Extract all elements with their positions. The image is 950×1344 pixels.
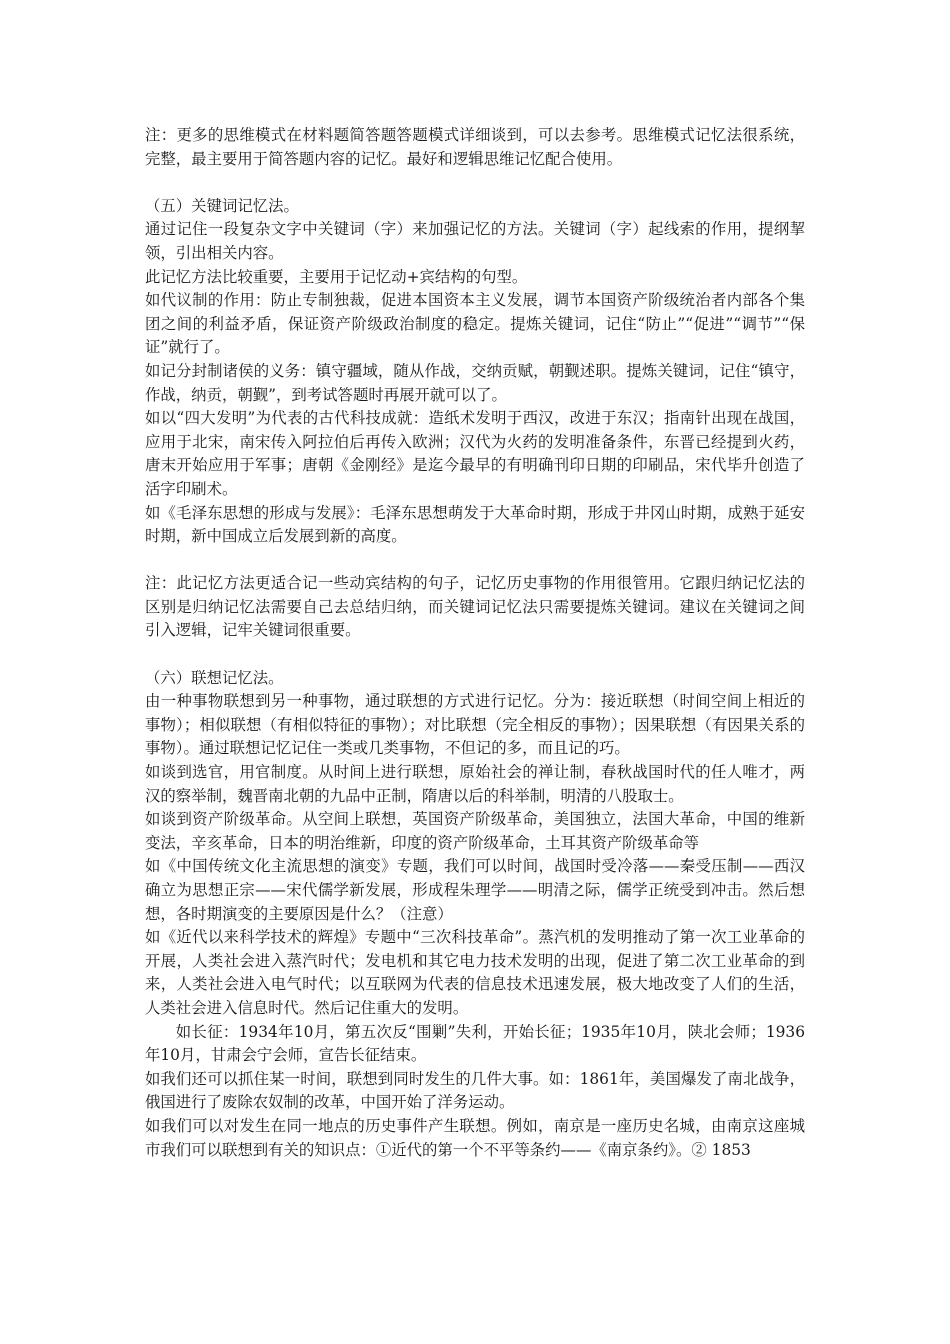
paragraph: 此记忆方法比较重要，主要用于记忆动+宾结构的句型。 xyxy=(145,267,528,286)
paragraph: 由一种事物联想到另一种事物，通过联想的方式进行记忆。分为：接近联想（时间空间上相近的事物）；相似联想（有相似特征的事物）；对比联想（完全相反的事物）；因果联想（有因果关系的事物）。通过联想记忆记住一类或几类事物，不但记的多，而且记的巧。 xyxy=(145,692,805,758)
blank-line xyxy=(145,171,805,195)
paragraph-indented: 如长征：1934年10月，第五次反“围剿”失利，开始长征；1935年10月，陕北会师；1936年10月，甘肃会宁会师，宣告长征结束。 xyxy=(145,1022,805,1065)
paragraph: 如《毛泽东思想的形成与发展》：毛泽东思想萌发于大革命时期，形成于井冈山时期，成熟于延安时期，新中国成立后发展到新的高度。 xyxy=(145,503,805,546)
paragraph: 如记分封制诸侯的义务：镇守疆域，随从作战，交纳贡赋，朝觐述职。提炼关键词，记住“镇守，作战，纳贡，朝觐”，到考试答题时再展开就可以了。 xyxy=(145,361,805,404)
paragraph: 如代议制的作用：防止专制独裁，促进本国资本主义发展，调节本国资产阶级统治者内部各个集团之间的利益矛盾，保证资产阶级政治制度的稳定。提炼关键词，记住“防止”“促进”“调节”“保证”就行了。 xyxy=(145,291,805,357)
paragraph: 如我们可以对发生在同一地点的历史事件产生联想。例如，南京是一座历史名城，由南京这座城市我们可以联想到有关的知识点：①近代的第一个不平等条约——《南京条约》。② 1853 xyxy=(145,1116,805,1159)
blank-line xyxy=(145,643,805,667)
paragraph: 如谈到资产阶级革命。从空间上联想，英国资产阶级革命，美国独立，法国大革命，中国的维新变法，辛亥革命，日本的明治维新，印度的资产阶级革命，土耳其资产阶级革命等 xyxy=(145,810,805,852)
paragraph-note-thinking-mode: 注：更多的思维模式在材料题简答题答题模式详细谈到，可以去参考。思维模式记忆法很系统，完整，最主要用于简答题内容的记忆。最好和逻辑思维记忆配合使用。 xyxy=(145,126,805,168)
section-heading-keyword-method: （五）关键词记忆法。 xyxy=(145,196,299,215)
document-body xyxy=(145,124,805,1162)
section-heading-association-method: （六）联想记忆法。 xyxy=(145,668,284,687)
blank-line xyxy=(145,549,805,573)
paragraph: 如以“四大发明”为代表的古代科技成就：造纸术发明于西汉，改进于东汉；指南针出现在战国，应用于北宋，南宋传入阿拉伯后再传入欧洲；汉代为火药的发明准备条件，东晋已经提到火药，唐末开始应用于军事；唐朝《金刚经》是迄今最早的有明确刊印日期的印刷品，宋代毕升创造了活字印刷术。 xyxy=(145,409,805,498)
paragraph: 如《中国传统文化主流思想的演变》专题，我们可以时间，战国时受冷落——秦受压制——西汉确立为思想正宗——宋代儒学新发展，形成程朱理学——明清之际，儒学正统受到冲击。然后想想，各时期演变的主要原因是什么？（注意） xyxy=(145,857,805,923)
paragraph: 如我们还可以抓住某一时间，联想到同时发生的几件大事。如：1861年，美国爆发了南北战争，俄国进行了废除农奴制的改革，中国开始了洋务运动。 xyxy=(145,1069,805,1112)
paragraph: 如谈到选官，用官制度。从时间上进行联想，原始社会的禅让制，春秋战国时代的任人唯才，两汉的察举制，魏晋南北朝的九品中正制，隋唐以后的科举制，明清的八股取士。 xyxy=(145,763,805,805)
paragraph: 如《近代以来科学技术的辉煌》专题中“三次科技革命”。蒸汽机的发明推动了第一次工业革命的开展，人类社会进入蒸汽时代；发电机和其它电力技术发明的出现，促进了第二次工业革命的到来，人类社会进入电气时代；以互联网为代表的信息技术迅速发展，极大地改变了人们的生活，人类社会进入信息时代。然后记住重大的发明。 xyxy=(145,928,805,1017)
paragraph-note-keyword-method: 注：此记忆方法更适合记一些动宾结构的句子，记忆历史事物的作用很管用。它跟归纳记忆法的区别是归纳记忆法需要自己去总结归纳，而关键词记忆法只需要提炼关键词。建议在关键词之间引入逻辑，记牢关键词很重要。 xyxy=(145,574,805,640)
paragraph: 通过记住一段复杂文字中关键词（字）来加强记忆的方法。关键词（字）起线索的作用，提纲挈领，引出相关内容。 xyxy=(145,220,805,262)
